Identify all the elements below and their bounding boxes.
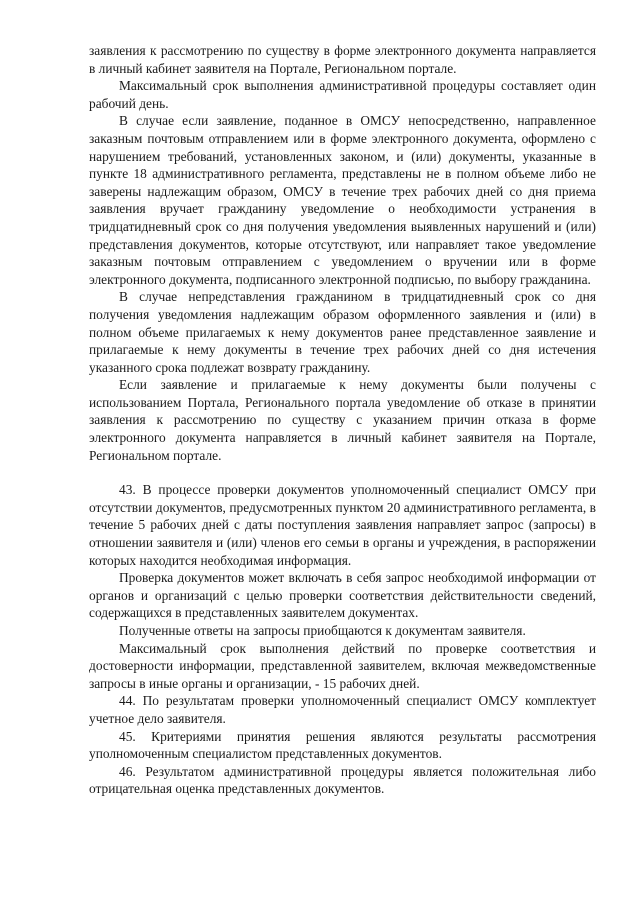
paragraph-item-43: 43. В процессе проверки документов уполномоченный специалист ОМСУ при отсутствии документов, предусмотренных пунктом 20 административного регламента, в течение 5 рабочих дней с даты поступления заявления направляет запрос (запросы) в отношении заявителя и (или) членов его семьи в органы и учреждения, в распоряжении которых находится необходимая информация. <box>89 482 596 568</box>
paragraph-max-term-one-day: Максимальный срок выполнения административной процедуры составляет один рабочий день. <box>89 78 596 111</box>
paragraph-violation-notice: В случае если заявление, поданное в ОМСУ непосредственно, направленное заказным почтовым отправлением или в форме электронного документа, оформлено с нарушением требований, установленных законом, и (или) документы, указанные в пункте 18 административного регламента, представлены не в полном объеме либо не заверены надлежащим образом, ОМСУ в течение трех рабочих дней со дня приема заявления вручает гражданину уведомление о необходимости устранения в тридцатидневный срок со дня получения уведомления выявленных нарушений и (или) представления документов, которые отсутствуют, или направляет такое уведомление заказным почтовым отправлением с уведомлением о вручении или в форме электронного документа, подписанного электронной подписью, по выбору гражданина. <box>89 113 596 287</box>
paragraph-responses-attached: Полученные ответы на запросы приобщаются к документам заявителя. <box>119 623 526 638</box>
paragraph-continuation: заявления к рассмотрению по существу в форме электронного документа направляется в личный кабинет заявителя на Портале, Региональном портале. <box>89 43 596 76</box>
paragraph-item-45: 45. Критериями принятия решения являются результаты рассмотрения уполномоченным специалистом представленных документов. <box>89 728 596 762</box>
paragraph-max-term-15-days: Максимальный срок выполнения действий по проверке соответствия и достоверности информации, представленной заявителем, включая межведомственные запросы в иные органы и организации, - 15 рабочих дней. <box>89 640 596 691</box>
paragraph-document-check: Проверка документов может включать в себя запрос необходимой информации от органов и организаций с целью проверки соответствия действительности сведений, содержащихся в представленных заявителем документах. <box>89 570 596 621</box>
paragraph-return-documents: В случае непредставления гражданином в тридцатидневный срок со дня получения уведомления надлежащим образом оформленного заявления и (или) в полном объеме прилагаемых к нему документов ранее представленное заявление и прилагаемые к нему документы в течение трех рабочих дней со дня истечения указанного срока подлежат возврату гражданину. <box>89 289 596 375</box>
paragraph-portal-refusal: Если заявление и прилагаемые к нему документы были получены с использованием Портала, Регионального портала уведомление об отказе в принятии заявления к рассмотрению по существу с указанием причин отказа в форме электронного документа направляется в личный кабинет заявителя на Портале, Региональном портале. <box>89 377 596 463</box>
document-body <box>89 42 596 798</box>
paragraph-item-46: 46. Результатом административной процедуры является положительная либо отрицательная оценка представленных документов. <box>89 763 596 797</box>
paragraph-item-44: 44. По результатам проверки уполномоченный специалист ОМСУ комплектует учетное дело заявителя. <box>89 693 596 726</box>
